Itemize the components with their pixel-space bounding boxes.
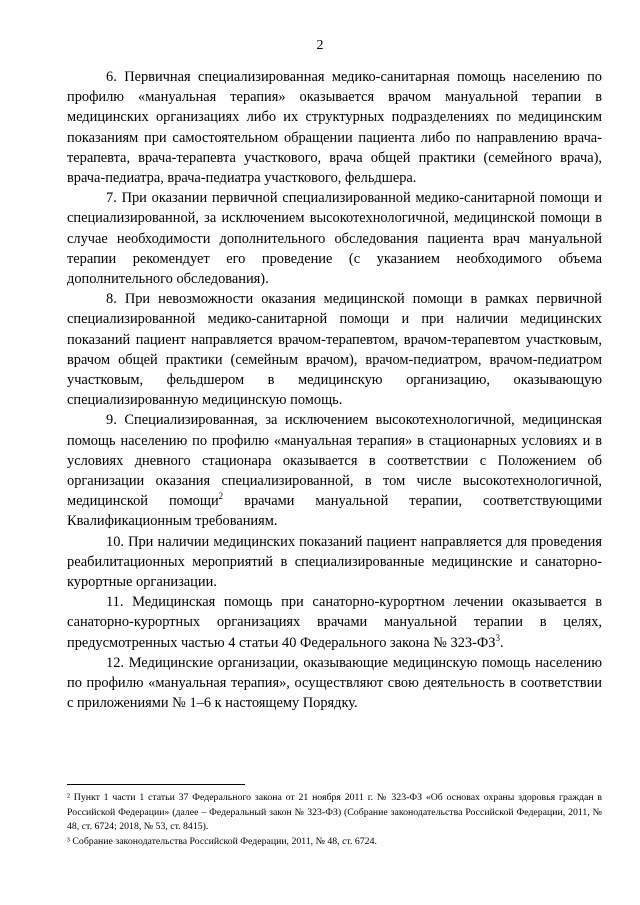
footnote-ref-3: 3 xyxy=(495,632,500,643)
document-body xyxy=(67,67,602,714)
paragraph-7: 7. При оказании первичной специализированной медико-санитарной помощи и специализированной, за исключением высокотехнологичной, медицинской помощи в случае необходимости дополнительного обследования пациента врач мануальной терапии рекомендует его проведение (с указанием необходимого объема дополнительного обследования). xyxy=(67,190,602,288)
paragraph-9-text: 9. Специализированная, за исключением высокотехнологичной, медицинская помощь населению по профилю «мануальная терапия» в стационарных условиях и в условиях дневного стационара оказывается в соответствии с Положением об организации оказания специализированной, в том числе высокотехнологичной, медицинской помощи xyxy=(67,412,602,510)
paragraph-11-tail: . xyxy=(500,634,504,651)
footnote-3: ³ Собрание законодательства Российской Федерации, 2011, № 48, ст. 6724. xyxy=(67,835,377,847)
paragraph-11 xyxy=(67,592,602,653)
paragraph-9 xyxy=(67,410,602,531)
paragraph-11-text: 11. Медицинская помощь при санаторно-курортном лечении оказывается в санаторно-курортных организациях врачами мануальной терапии в целях, предусмотренных частью 4 статьи 40 Федерального закона № 323-ФЗ xyxy=(67,594,602,651)
footnote-2: ² Пункт 1 части 1 статьи 37 Федерального закона от 21 ноября 2011 г. № 323-ФЗ «Об основах охраны здоровья граждан в Российской Федерации» (далее – Федеральный закон № 323-ФЗ) (Собрание законодательства Российской Федерации, 2011, № 48, ст. 6724; 2018, № 53, ст. 8415). xyxy=(67,792,602,832)
paragraph-12: 12. Медицинские организации, оказывающие медицинскую помощь населению по профилю «мануальная терапия», осуществляют свою деятельность в соответствии с приложениями № 1–6 к настоящему Порядку. xyxy=(67,654,602,712)
paragraph-10: 10. При наличии медицинских показаний пациент направляется для проведения реабилитационных мероприятий в специализированные медицинские и санаторно-курортные организации. xyxy=(67,533,602,591)
paragraph-9-tail: врачами мануальной терапии, соответствующими Квалификационным требованиям. xyxy=(67,493,603,530)
page-number: 2 xyxy=(316,38,324,53)
footnotes xyxy=(67,791,602,849)
paragraph-8: 8. При невозможности оказания медицинской помощи в рамках первичной специализированной медико-санитарной помощи и при наличии медицинских показаний пациент направляется врачом-терапевтом, врачом-терапевтом участковым, врачом общей практики (семейным врачом), врачом-педиатром, врачом-педиатром участковым, фельдшером в медицинскую организацию, оказывающую специализированную медицинскую помощь. xyxy=(67,291,602,409)
footnote-separator xyxy=(67,784,245,785)
paragraph-6: 6. Первичная специализированная медико-санитарная помощь населению по профилю «мануальная терапия» оказывается врачом мануальной терапии в медицинских организациях либо их структурных подразделениях по медицинским показаниям при самостоятельном обращении пациента либо по направлению врача-терапевта, врача-терапевта участкового, врача общей практики (семейного врача), врача-педиатра, врача-педиатра участкового, фельдшера. xyxy=(67,69,602,187)
footnote-ref-2: 2 xyxy=(218,491,224,502)
